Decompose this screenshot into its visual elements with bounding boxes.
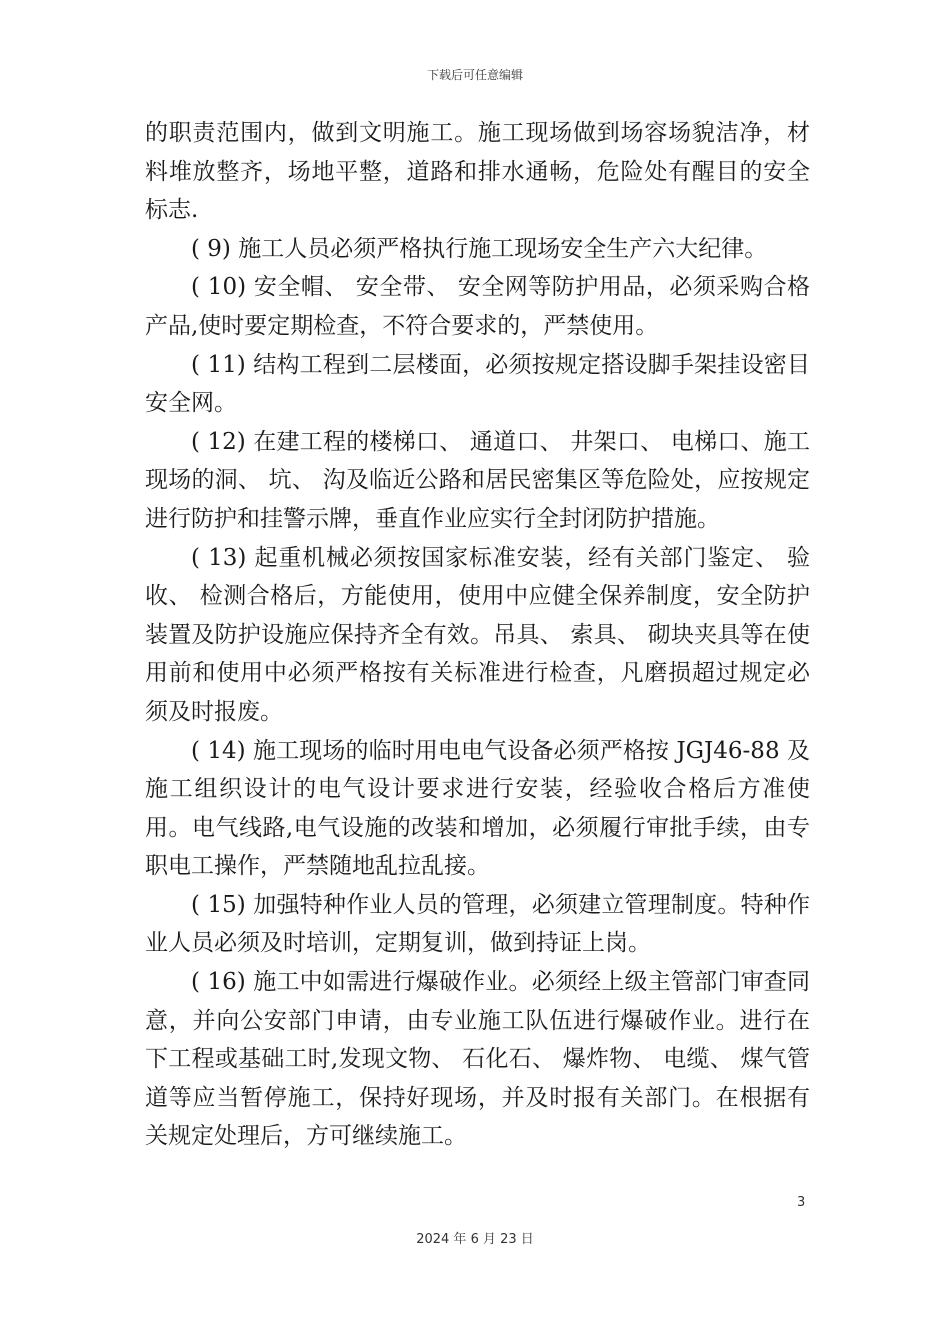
page-footer-date: 2024 年 6 月 23 日 — [416, 1232, 534, 1247]
page-number: 3 — [797, 1195, 806, 1210]
paragraph-item-15: ( 15) 加强特种作业人员的管理，必须建立管理制度。特种作业人员必须及时培训，定期复训，做到持证上岗。 — [145, 891, 810, 957]
paragraph-item-13: ( 13) 起重机械必须按国家标准安装，经有关部门鉴定、 验收、 检测合格后，方能使用，使用中应健全保养制度，安全防护装置及防护设施应保持齐全有效。吊具、 索具、 砌块夹具等在使用前和使用中必须严格按有关标准进行检查，凡磨损超过规定必须及时报废。 — [145, 544, 810, 725]
paragraph-item-12: ( 12) 在建工程的楼梯口、 通道口、 井架口、 电梯口、施工现场的洞、 坑、 沟及临近公路和居民密集区等危险处，应按规定进行防护和挂警示牌，垂直作业应实行全封闭防护措施。 — [145, 428, 810, 532]
paragraph-item-9: ( 9) 施工人员必须严格执行施工现场安全生产六大纪律。 — [191, 235, 768, 262]
document-body — [145, 114, 810, 1156]
paragraph-continuation: 的职责范围内，做到文明施工。施工现场做到场容场貌洁净，材料堆放整齐，场地平整，道路和排水通畅，危险处有醒目的安全标志. — [145, 120, 810, 224]
paragraph-item-14: ( 14) 施工现场的临时用电电气设备必须严格按 JGJ46-88 及施工组织设计的电气设计要求进行安装，经验收合格后方准使用。电气线路,电气设施的改装和增加，必须履行审批手续，由专职电工操作，严禁随地乱拉乱接。 — [145, 737, 810, 880]
paragraph-item-16: ( 16) 施工中如需进行爆破作业。必须经上级主管部门审查同意，并向公安部门申请，由专业施工队伍进行爆破作业。进行在下工程或基础工时,发现文物、 石化石、 爆炸物、 电缆、 煤气管道等应当暂停施工，保持好现场，并及时报有关部门。在根据有关规定处理后，方可继续施工。 — [145, 969, 810, 1150]
paragraph-item-11: ( 11) 结构工程到二层楼面，必须按规定搭设脚手架挂设密目安全网。 — [145, 351, 810, 417]
page-header: 下载后可任意编辑 — [426, 68, 523, 82]
paragraph-item-10: ( 10) 安全帽、 安全带、 安全网等防护用品，必须采购合格产品,使时要定期检查，不符合要求的，严禁使用。 — [145, 274, 810, 339]
